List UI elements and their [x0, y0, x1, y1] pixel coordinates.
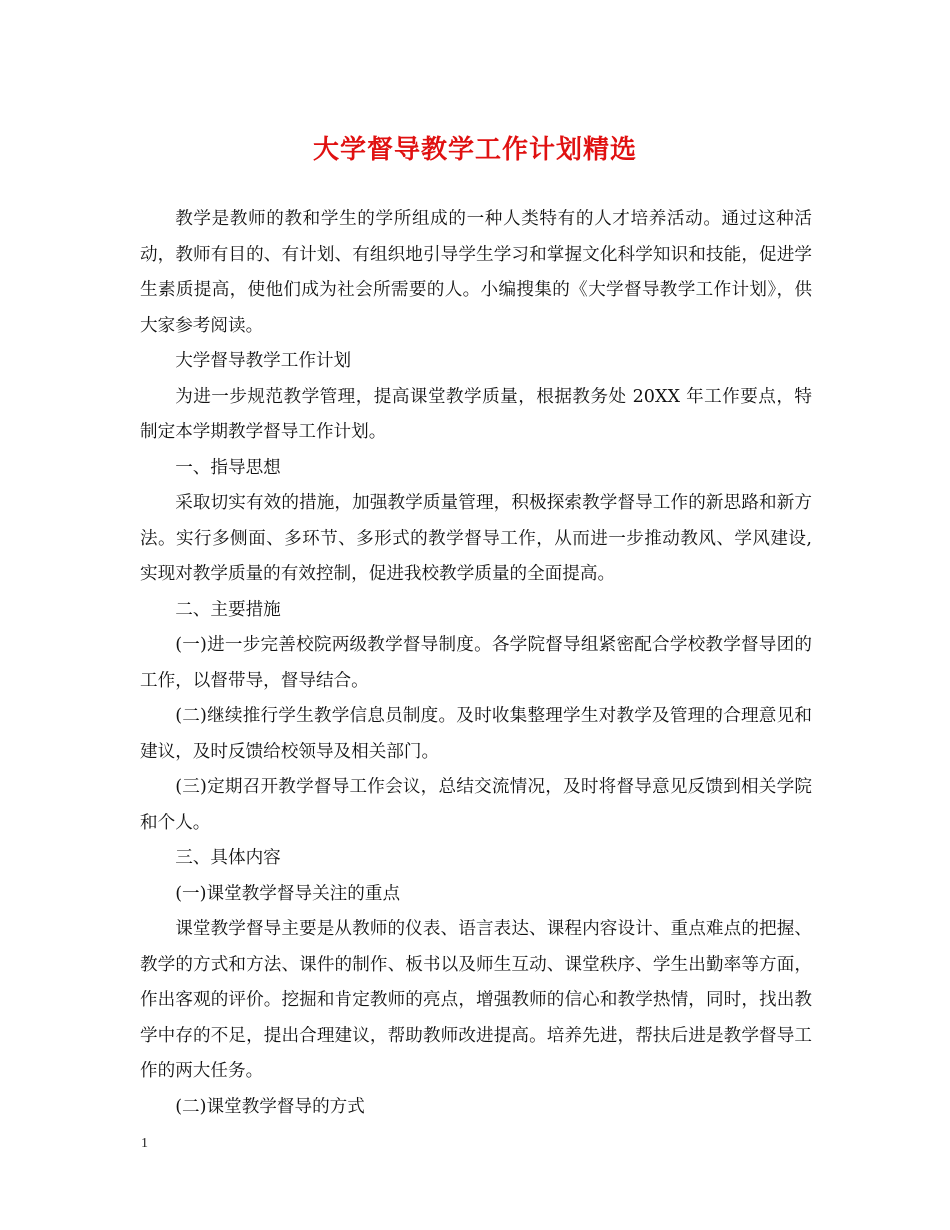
- document-title: 大学督导教学工作计划精选: [312, 135, 637, 165]
- section-heading-guiding-ideology: 一、指导思想: [175, 457, 281, 478]
- paragraph-measure-2: (二)继续推行学生教学信息员制度。及时收集整理学生对教学及管理的合理意见和建议，及时反馈给校领导及相关部门。: [140, 706, 812, 762]
- section-heading-main-measures: 二、主要措施: [175, 599, 281, 620]
- paragraph-purpose: 为进一步规范教学管理，提高课堂教学质量，根据教务处 20XX 年工作要点，特制定本学期教学督导工作计划。: [140, 386, 812, 442]
- paragraph-plan-heading: 大学督导教学工作计划: [175, 351, 352, 371]
- paragraph-measure-1: (一)进一步完善校院两级教学督导制度。各学院督导组紧密配合学校教学督导团的工作，以督带导，督导结合。: [140, 635, 812, 691]
- section-heading-specific-content: 三、具体内容: [175, 848, 281, 868]
- paragraph-intro: 教学是教师的教和学生的学所组成的一种人类特有的人才培养活动。通过这种活动，教师有目的、有计划、有组织地引导学生学习和掌握文化科学知识和技能，促进学生素质提高，使他们成为社会所需要的人。小编搜集的《大学督导教学工作计划》，供大家参考阅读。: [140, 209, 812, 336]
- subheading-focus: (一)课堂教学督导关注的重点: [175, 883, 401, 904]
- paragraph-guiding-ideology: 采取切实有效的措施，加强教学质量管理，积极探索教学督导工作的新思路和新方法。实行多侧面、多环节、多形式的教学督导工作，从而进一步推动教风、学风建设,实现对教学质量的有效控制，促进我校教学质量的全面提高。: [140, 493, 812, 584]
- document-body: [140, 202, 812, 1125]
- page-number: 1: [141, 1136, 148, 1151]
- paragraph-measure-3: (三)定期召开教学督导工作会议，总结交流情况，及时将督导意见反馈到相关学院和个人。: [140, 777, 812, 833]
- paragraph-focus: 课堂教学督导主要是从教师的仪表、语言表达、课程内容设计、重点难点的把握、教学的方式和方法、课件的制作、板书以及师生互动、课堂秩序、学生出勤率等方面，作出客观的评价。挖掘和肯定教师的亮点，增强教师的信心和教学热情，同时，找出教学中存的不足，提出合理建议，帮助教师改进提高。培养先进，帮扶后进是教学督导工作的两大任务。: [140, 919, 812, 1081]
- subheading-methods: (二)课堂教学督导的方式: [175, 1096, 365, 1117]
